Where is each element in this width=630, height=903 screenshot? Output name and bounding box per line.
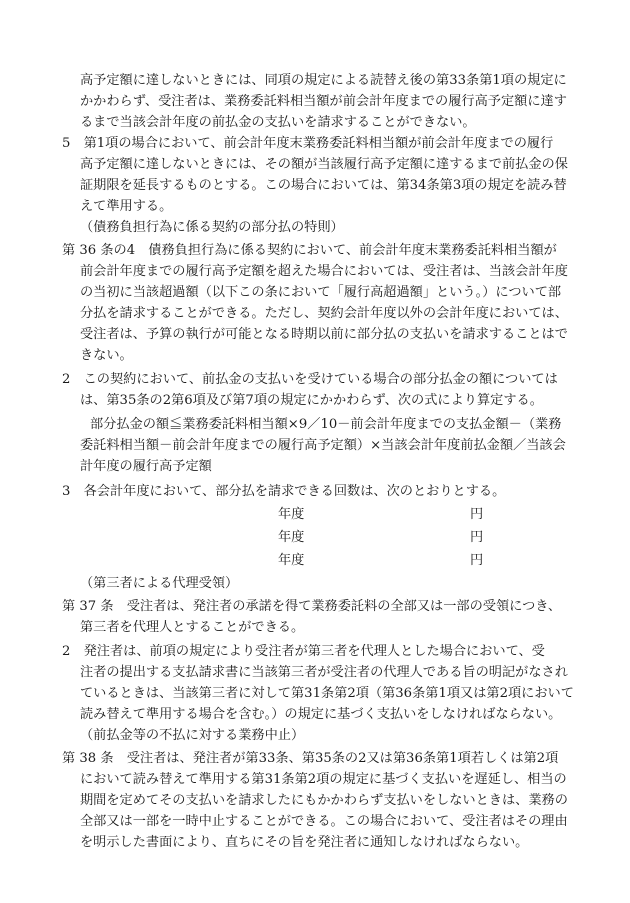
text-line: 2 この契約において、前払金の支払いを受けている場合の部分払金の額については	[62, 372, 558, 387]
payment-year-label: 年度	[278, 553, 305, 568]
text-line: 3 各会計年度において、部分払を請求できる回数は、次のとおりとする。	[62, 484, 506, 499]
payment-unit-label: 円	[470, 507, 484, 522]
text-line: 5 第1項の場合において、前会計年度末業務委託料相当額が前会計年度までの履行	[62, 136, 554, 151]
text-line: るまで当該会計年度の前払金の支払いを請求することができない。	[80, 115, 476, 130]
text-line: 読み替えて準用する場合を含む。）の規定に基づく支払いをしなければならない。	[80, 707, 562, 722]
text-line: 注者の提出する支払請求書に当該第三者が受注者の代理人である旨の明記がなされ	[80, 665, 568, 680]
formula-line: 計年度の履行高予定額	[80, 459, 212, 474]
payment-year-label: 年度	[278, 507, 305, 522]
text-line: かかわらず、受注者は、業務委託料相当額が前会計年度までの履行高予定額に達す	[80, 94, 567, 109]
formula-line: 委託料相当額－前会計年度までの履行高予定額）×当該会計年度前払金額／当該会	[80, 438, 566, 453]
section-heading: （第三者による代理受領）	[80, 576, 239, 591]
payment-unit-label: 円	[470, 553, 484, 568]
article-heading: 第 37 条 受注者は、発注者の承諾を得て業務委託料の全部又は一部の受領につき、	[62, 599, 562, 614]
section-heading: （債務負担行為に係る契約の部分払の特則）	[80, 220, 344, 235]
text-line: 全部又は一部を一時中止することができる。この場合において、受注者はその理由	[80, 814, 568, 829]
payment-year-label: 年度	[278, 530, 305, 545]
text-line: きない。	[80, 348, 133, 363]
text-line: は、第35条の2第6項及び第7項の規定にかかわらず、次の式により算定する。	[80, 393, 543, 408]
text-line: 高予定額に達しないときには、同項の規定による読替え後の第33条第1項の規定に	[80, 73, 567, 88]
article-heading: 第 36 条の4 債務負担行為に係る契約において、前会計年度末業務委託料相当額が	[62, 243, 557, 258]
text-line: において読み替えて準用する第31条第2項の規定に基づく支払いを遅延し、相当の	[80, 772, 567, 787]
formula-line: 部分払金の額≦業務委託料相当額×9／10－前会計年度までの支払金額－（業務	[90, 417, 562, 432]
text-line: 期間を定めてその支払いを請求したにもかかわらず支払いをしないときは、業務の	[80, 793, 568, 808]
section-heading: （前払金等の不払に対する業務中止）	[80, 728, 305, 743]
text-line: えて準用する。	[80, 199, 173, 214]
text-line: 受注者は、予算の執行が可能となる時期以前に部分払の支払いを請求することはで	[80, 327, 568, 342]
text-line: 2 発注者は、前項の規定により受注者が第三者を代理人とした場合において、受	[62, 644, 545, 659]
text-line: 分払を請求することができる。ただし、契約会計年度以外の会計年度においては、	[80, 306, 568, 321]
text-line: ているときは、当該第三者に対して第31条第2項（第36条第1項又は第2項において	[80, 686, 574, 701]
article-heading: 第 38 条 受注者は、発注者が第33条、第35条の2又は第36条第1項若しくは第2項	[62, 751, 559, 766]
text-line: 高予定額に達しないときには、その額が当該履行高予定額に達するまで前払金の保	[80, 157, 568, 172]
text-line: 第三者を代理人とすることができる。	[80, 620, 305, 635]
text-line: を明示した書面により、直ちにその旨を発注者に通知しなければならない。	[80, 835, 529, 850]
text-line: の当初に当該超過額（以下この条において「履行高超過額」という。）について部	[80, 285, 562, 300]
payment-unit-label: 円	[470, 530, 484, 545]
text-line: 前会計年度までの履行高予定額を超えた場合においては、受注者は、当該会計年度	[80, 264, 568, 279]
text-line: 証期限を延長するものとする。この場合においては、第34条第3項の規定を読み替	[80, 178, 567, 193]
